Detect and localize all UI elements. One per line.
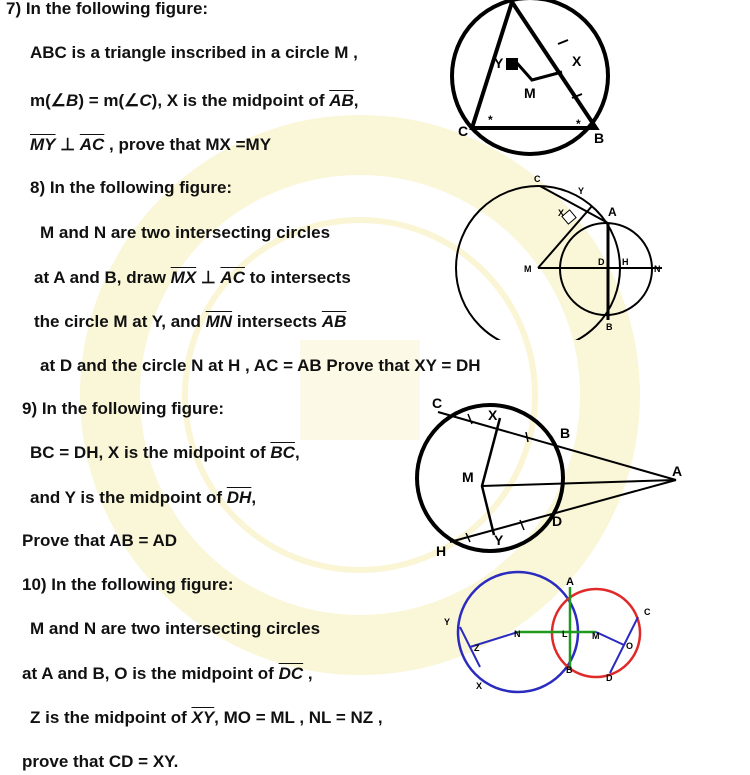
svg-text:Y: Y bbox=[578, 186, 585, 196]
svg-text:N: N bbox=[654, 264, 661, 274]
problem-7-line-1: ABC is a triangle inscribed in a circle M , bbox=[30, 43, 358, 62]
svg-text:Y: Y bbox=[494, 532, 504, 548]
svg-text:A: A bbox=[608, 205, 617, 219]
problem-7-line-2: m(∠B) = m(∠C), X is the midpoint of $\overline{AB}$, bbox=[30, 91, 359, 110]
svg-text:C: C bbox=[534, 174, 541, 184]
svg-text:H: H bbox=[622, 257, 629, 267]
svg-text:B: B bbox=[594, 130, 605, 146]
svg-text:X: X bbox=[558, 208, 565, 218]
svg-text:D: D bbox=[598, 257, 605, 267]
problem-8-line-4: at D and the circle N at H , AC = AB Prove that XY = DH bbox=[40, 356, 481, 375]
svg-text:A: A bbox=[566, 576, 574, 588]
svg-text:M: M bbox=[524, 264, 532, 274]
svg-text:B: B bbox=[606, 322, 613, 332]
problem-8-header: 8) In the following figure: bbox=[30, 178, 233, 197]
problem-10-line-3: Z is the midpoint of $\overline{XY}$, MO = ML , NL = NZ , bbox=[30, 708, 383, 727]
problem-8-line-3: the circle M at Y, and $\overline{MN}$ intersects $\overline{AB}$ bbox=[34, 312, 347, 331]
problem-10-line-2: at A and B, O is the midpoint of $\overline{DC}$ , bbox=[22, 664, 313, 683]
problem-9-line-1: BC = DH, X is the midpoint of $\overline{BC}$, bbox=[30, 443, 300, 462]
problem-9-line-3: Prove that AB = AD bbox=[22, 531, 178, 550]
svg-text:B: B bbox=[560, 425, 571, 441]
svg-text:Y: Y bbox=[444, 617, 451, 627]
svg-text:O: O bbox=[626, 641, 634, 651]
svg-text:*: * bbox=[488, 113, 493, 127]
svg-text:A: A bbox=[672, 463, 683, 479]
svg-text:D: D bbox=[552, 513, 563, 529]
problem-7-line-3: $\overline{MY}$ ⊥ $\overline{AC}$ , prove that MX =MY bbox=[30, 135, 272, 154]
svg-text:H: H bbox=[436, 543, 447, 559]
problem-9-line-2: and Y is the midpoint of $\overline{DH}$, bbox=[30, 488, 257, 507]
problem-7-header: 7) In the following figure: bbox=[6, 0, 209, 18]
svg-text:C: C bbox=[644, 607, 651, 617]
svg-text:N: N bbox=[514, 629, 521, 639]
svg-text:D: D bbox=[606, 673, 613, 683]
problem-8-line-1: M and N are two intersecting circles bbox=[40, 223, 331, 242]
problem-9-header: 9) In the following figure: bbox=[22, 399, 225, 418]
problem-10-line-4: prove that CD = XY. bbox=[22, 752, 179, 771]
problem-8-line-2: at A and B, draw $\overline{MX}$ ⊥ $\overline{AC}$ to intersects bbox=[34, 268, 351, 287]
svg-text:X: X bbox=[488, 407, 498, 423]
svg-text:M: M bbox=[462, 469, 474, 485]
svg-text:M: M bbox=[592, 631, 600, 641]
problem-10-header: 10) In the following figure: bbox=[22, 575, 234, 594]
svg-text:X: X bbox=[476, 681, 483, 691]
figure-7 bbox=[440, 0, 620, 160]
svg-text:C: C bbox=[432, 395, 443, 411]
svg-text:Y: Y bbox=[494, 55, 504, 71]
svg-text:X: X bbox=[572, 53, 582, 69]
svg-text:M: M bbox=[524, 85, 536, 101]
figure-10 bbox=[440, 565, 660, 695]
svg-text:*: * bbox=[576, 117, 581, 131]
figure-8 bbox=[450, 170, 670, 340]
svg-text:C: C bbox=[458, 123, 469, 139]
problem-10-line-1: M and N are two intersecting circles bbox=[30, 619, 321, 638]
svg-text:B: B bbox=[566, 665, 573, 675]
svg-text:Z: Z bbox=[474, 643, 480, 653]
figure-9 bbox=[410, 390, 700, 560]
svg-text:L: L bbox=[562, 629, 568, 639]
